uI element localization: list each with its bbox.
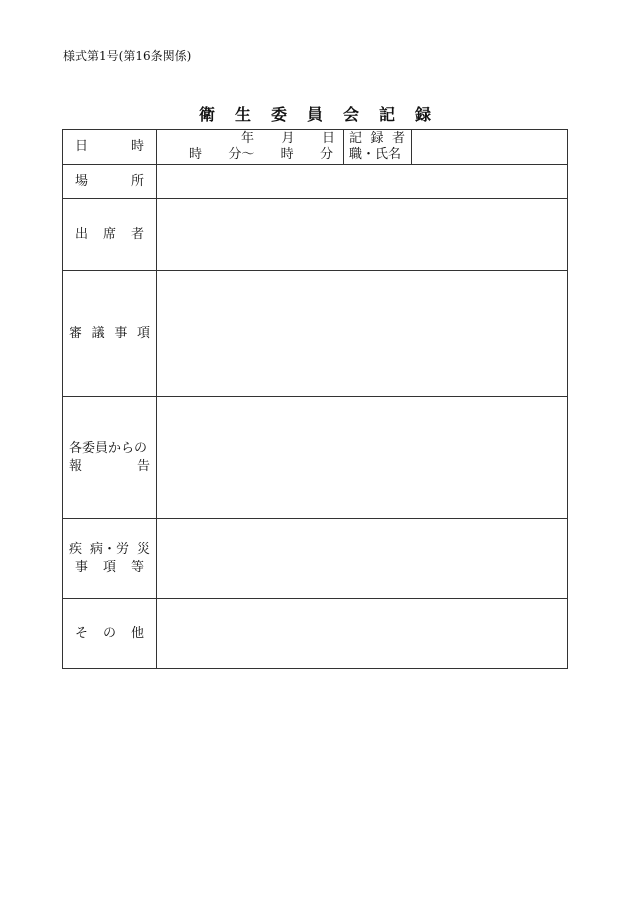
label-char: 災 [136, 541, 150, 557]
row-member-reports [63, 397, 568, 519]
label-char: 項 [102, 559, 116, 575]
recorder-value-cell[interactable] [412, 130, 568, 165]
attendees-label [63, 226, 156, 244]
form-title [0, 102, 630, 125]
member-reports-label-text: 各委員からの [69, 440, 148, 456]
label-char: そ [75, 625, 89, 641]
day-unit: 日 [321, 131, 335, 146]
label-char: 時 [130, 139, 144, 154]
member-reports-label-line2 [63, 458, 156, 476]
label-char: 所 [130, 173, 144, 189]
attendees-label-cell [63, 199, 157, 271]
row-deliberation [63, 271, 568, 397]
form-number-note: 様式第1号(第16条関係) [63, 49, 192, 63]
label-char: 報 [69, 458, 83, 474]
label-char: 疾 [69, 541, 83, 557]
illness-injury-value-cell[interactable] [157, 519, 568, 599]
label-char: 事 [75, 559, 89, 575]
month-unit: 月 [281, 131, 295, 146]
title-char: 衛 [198, 105, 215, 124]
label-char: 審 [69, 325, 83, 341]
row-place [63, 165, 568, 199]
illness-injury-label-line2 [63, 559, 156, 577]
title-char: 記 [379, 105, 396, 124]
label-char: 日 [75, 139, 89, 154]
label-char: 場 [75, 173, 89, 189]
recorder-label-line1 [344, 131, 411, 147]
member-reports-label-line1 [63, 440, 156, 458]
other-value-cell[interactable] [157, 599, 568, 669]
label-char: 者 [130, 226, 144, 242]
deliberation-label-cell [63, 271, 157, 397]
member-reports-label-cell [63, 397, 157, 519]
end-hour-unit: 時 [280, 147, 294, 162]
deliberation-value-cell[interactable] [157, 271, 568, 397]
illness-injury-label-line1 [63, 541, 156, 559]
label-char: 告 [136, 458, 150, 474]
row-attendees [63, 199, 568, 271]
label-char: 席 [102, 226, 116, 242]
label-char: 録 [370, 131, 384, 146]
title-char: 員 [306, 105, 323, 124]
illness-injury-label-cell [63, 519, 157, 599]
recorder-label-line2 [344, 147, 411, 163]
year-unit: 年 [241, 131, 255, 146]
attendees-value-cell[interactable] [157, 199, 568, 271]
time-units [157, 147, 343, 163]
end-minute-unit: 分 [319, 147, 333, 162]
label-char: 記 [349, 131, 363, 146]
title-char: 録 [415, 105, 432, 124]
datetime-label-cell [63, 130, 157, 165]
title-char: 生 [234, 105, 251, 124]
datetime-label [63, 138, 156, 156]
place-label-cell [63, 165, 157, 199]
member-reports-value-cell[interactable] [157, 397, 568, 519]
label-char: 他 [130, 625, 144, 641]
label-char: 等 [130, 559, 144, 575]
place-value-cell[interactable] [157, 165, 568, 199]
recorder-position-name-label: 職・氏名 [349, 147, 402, 162]
label-char: 病・労 [89, 541, 129, 557]
title-char: 会 [343, 105, 360, 124]
datetime-value-cell[interactable] [157, 130, 344, 165]
recorder-label-cell [344, 130, 412, 165]
label-char: 者 [391, 131, 405, 146]
deliberation-label [63, 325, 156, 343]
label-char: 出 [75, 226, 89, 242]
other-label [63, 625, 156, 643]
title-char: 委 [270, 105, 287, 124]
place-label [63, 173, 156, 191]
row-illness-injury [63, 519, 568, 599]
start-minute-unit: 分〜 [228, 147, 255, 162]
other-label-cell [63, 599, 157, 669]
label-char: 事 [114, 325, 128, 341]
committee-record-table [62, 129, 568, 669]
start-hour-unit: 時 [189, 147, 203, 162]
date-units [157, 131, 343, 147]
row-datetime [63, 130, 568, 165]
label-char: の [102, 625, 116, 641]
label-char: 議 [91, 325, 105, 341]
row-other [63, 599, 568, 669]
label-char: 項 [136, 325, 150, 341]
